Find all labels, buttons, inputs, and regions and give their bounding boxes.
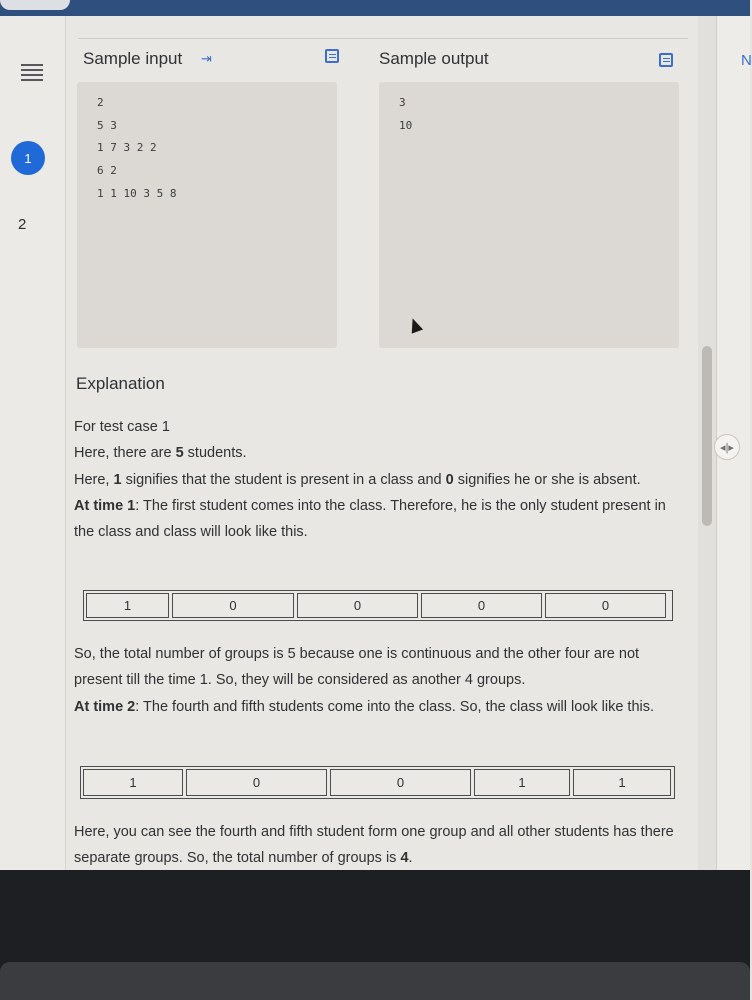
input-line: 1 1 10 3 5 8 [97,186,177,200]
table-cell: 0 [186,769,327,796]
students-line: Here, there are 5 students. [74,445,247,462]
sample-input-box[interactable] [77,82,337,348]
left-rail [0,16,66,870]
groups-line: So, the total number of groups is 5 because one is continuous and the other four are not present till the time 1. So, they will be considered as another 4 groups. [74,646,640,689]
explanation-text-3 [74,819,684,872]
input-line: 1 7 3 2 2 [97,141,157,155]
table-cell: 0 [545,593,666,618]
sample-output-box[interactable] [379,82,679,348]
output-line: 10 [399,118,413,132]
table-cell: 0 [421,593,542,618]
test-case-label: For test case 1 [74,419,170,435]
table-cell: 1 [83,769,183,796]
question-nav-2[interactable]: 2 [18,216,27,233]
final-line: Here, you can see the fourth and fifth student form one group and all other students has there separate groups. So, the total number of groups is 4. [74,824,674,867]
keyboard-edge [0,962,750,1000]
table-cell: 0 [172,593,294,618]
output-line: 3 [399,96,406,109]
time2-line: At time 2: The fourth and fifth students come into the class. So, the class will look like this. [74,698,655,715]
problem-content [66,16,698,870]
scrollbar[interactable] [698,16,716,870]
table-cell: 1 [474,769,570,796]
open-external-icon[interactable]: ⇥ [201,51,212,66]
right-pane-label: N [741,52,752,69]
copy-input-icon[interactable] [325,49,339,63]
scrollbar-thumb[interactable] [702,346,712,526]
top-tab[interactable] [0,0,70,10]
input-line: 6 2 [97,164,117,178]
time1-line: At time 1: The first student comes into the class. Therefore, he is the only student present in the class and class will look like this. [74,497,666,541]
explanation-text-1 [74,414,684,545]
sample-output-title: Sample output [379,49,489,68]
class-table-time2 [80,766,675,799]
input-line: 2 [97,96,104,109]
table-cell: 1 [86,593,169,618]
resize-handle-icon[interactable]: ◂|▸ [714,434,740,460]
device-bezel [0,870,750,1000]
copy-output-icon[interactable] [659,53,673,67]
menu-icon[interactable] [21,64,43,82]
input-line: 5 3 [97,118,117,132]
table-cell: 0 [330,769,471,796]
table-cell: 1 [573,769,671,796]
question-nav-1[interactable]: 1 [11,141,45,175]
top-bar [0,0,750,16]
divider [78,38,688,39]
explanation-text-2 [74,641,684,720]
table-cell: 0 [297,593,418,618]
signify-line: Here, 1 signifies that the student is present in a class and 0 signifies he or she is absent. [74,471,641,488]
explanation-heading: Explanation [76,374,165,393]
class-table-time1 [83,590,673,621]
sample-input-title: Sample input [83,49,183,68]
